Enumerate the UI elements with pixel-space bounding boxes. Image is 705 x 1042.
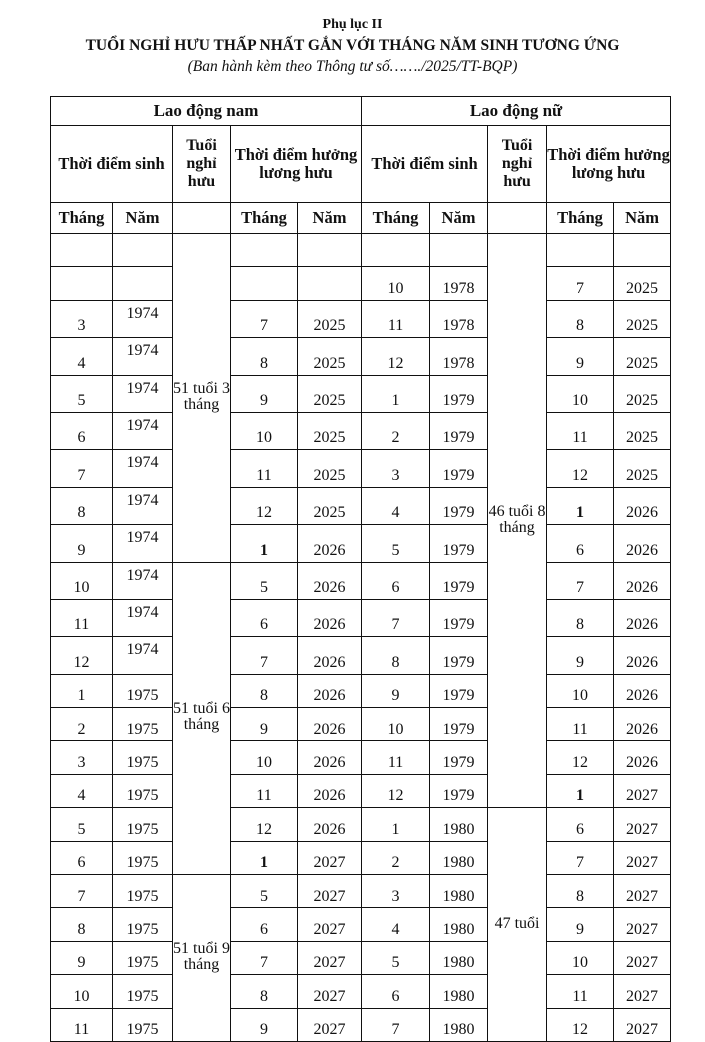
pension-month-cell: 6 — [231, 599, 298, 636]
pension-month-cell: 6 — [547, 808, 614, 841]
birth-month-cell: 4 — [51, 774, 113, 807]
table-row — [51, 562, 671, 599]
birth-year-cell: 1979 — [430, 487, 488, 524]
pension-month-cell: 7 — [231, 941, 298, 974]
birth-month-cell: 1 — [51, 674, 113, 707]
birth-year-cell — [113, 234, 173, 267]
birth-year-cell: 1980 — [430, 808, 488, 841]
pension-month-cell: 8 — [547, 875, 614, 908]
pension-month-cell — [231, 234, 298, 267]
pension-year-cell: 2027 — [298, 908, 362, 941]
birth-month-cell: 5 — [362, 525, 430, 562]
pension-year-cell: 2025 — [614, 338, 671, 375]
birth-year-cell: 1974 — [113, 450, 173, 487]
pension-year-cell: 2026 — [298, 708, 362, 741]
group-header-female: Lao động nữ — [362, 97, 671, 126]
pension-year-cell: 2025 — [614, 300, 671, 337]
birth-year-cell: 1978 — [430, 300, 488, 337]
pension-year-cell: 2027 — [614, 808, 671, 841]
pension-year-cell: 2027 — [614, 875, 671, 908]
birth-month-cell: 6 — [51, 841, 113, 874]
pension-year-cell: 2026 — [614, 741, 671, 774]
col-year: Năm — [430, 203, 488, 234]
birth-month-cell: 2 — [51, 708, 113, 741]
birth-year-cell: 1975 — [113, 808, 173, 841]
pension-month-cell: 8 — [231, 975, 298, 1008]
birth-month-cell: 10 — [51, 562, 113, 599]
header-age-male: Tuổi nghỉ hưu — [173, 126, 231, 203]
pension-year-cell: 2025 — [298, 375, 362, 412]
document-subtitle: (Ban hành kèm theo Thông tư số……./2025/TT-BQP) — [187, 58, 518, 75]
pension-year-cell — [298, 234, 362, 267]
birth-month-cell: 3 — [51, 741, 113, 774]
pension-month-cell: 1 — [547, 774, 614, 807]
table-row — [51, 975, 671, 1008]
pension-year-cell: 2025 — [298, 412, 362, 449]
birth-year-cell: 1980 — [430, 975, 488, 1008]
birth-year-cell: 1975 — [113, 975, 173, 1008]
pension-year-cell: 2025 — [298, 450, 362, 487]
pension-month-cell: 9 — [231, 708, 298, 741]
birth-month-cell: 10 — [51, 975, 113, 1008]
birth-month-cell: 3 — [51, 300, 113, 337]
header-pension-female: Thời điểm hưởng lương hưu — [547, 126, 671, 203]
birth-month-cell: 3 — [362, 875, 430, 908]
appendix-label: Phụ lục II — [322, 17, 383, 32]
birth-month-cell: 1 — [362, 808, 430, 841]
pension-month-cell: 12 — [231, 487, 298, 524]
pension-month-cell: 7 — [547, 562, 614, 599]
pension-year-cell: 2027 — [298, 875, 362, 908]
birth-month-cell: 10 — [362, 708, 430, 741]
birth-year-cell: 1980 — [430, 875, 488, 908]
col-year: Năm — [113, 203, 173, 234]
pension-month-cell: 11 — [547, 412, 614, 449]
birth-month-cell: 9 — [51, 525, 113, 562]
pension-year-cell: 2025 — [614, 450, 671, 487]
birth-month-cell: 2 — [362, 841, 430, 874]
pension-month-cell: 6 — [547, 525, 614, 562]
pension-month-cell: 11 — [231, 774, 298, 807]
pension-year-cell: 2025 — [614, 267, 671, 300]
table-row — [51, 637, 671, 674]
pension-month-cell: 7 — [231, 300, 298, 337]
header-birth-female: Thời điểm sinh — [362, 126, 488, 203]
header-birth-male: Thời điểm sinh — [51, 126, 173, 203]
pension-year-cell: 2026 — [298, 562, 362, 599]
birth-year-cell: 1974 — [113, 412, 173, 449]
birth-month-cell: 12 — [362, 338, 430, 375]
retirement-age-male: 51 tuổi 3 tháng — [173, 234, 231, 563]
birth-year-cell: 1975 — [113, 875, 173, 908]
birth-month-cell: 4 — [362, 487, 430, 524]
birth-month-cell: 8 — [362, 637, 430, 674]
pension-year-cell: 2027 — [298, 841, 362, 874]
birth-month-cell: 9 — [51, 941, 113, 974]
retirement-age-female: 46 tuổi 8 tháng — [488, 234, 547, 808]
pension-month-cell: 11 — [547, 975, 614, 1008]
birth-month-cell — [51, 267, 113, 300]
pension-year-cell: 2025 — [298, 338, 362, 375]
birth-year-cell: 1979 — [430, 674, 488, 707]
birth-month-cell — [51, 234, 113, 267]
birth-month-cell: 2 — [362, 412, 430, 449]
pension-year-cell: 2026 — [298, 525, 362, 562]
pension-month-cell: 5 — [231, 875, 298, 908]
pension-year-cell: 2027 — [614, 908, 671, 941]
retirement-age-table — [50, 96, 671, 1042]
pension-year-cell: 2026 — [298, 674, 362, 707]
birth-month-cell: 4 — [362, 908, 430, 941]
col-year: Năm — [614, 203, 671, 234]
pension-month-cell: 12 — [547, 1008, 614, 1041]
birth-month-cell: 6 — [51, 412, 113, 449]
pension-year-cell: 2027 — [298, 941, 362, 974]
birth-month-cell: 5 — [51, 808, 113, 841]
table-row — [51, 1008, 671, 1041]
birth-month-cell — [362, 234, 430, 267]
pension-month-cell: 8 — [547, 300, 614, 337]
retirement-age-male: 51 tuổi 6 tháng — [173, 562, 231, 875]
pension-month-cell: 7 — [547, 841, 614, 874]
birth-month-cell: 11 — [51, 1008, 113, 1041]
pension-month-cell: 9 — [547, 908, 614, 941]
pension-month-cell: 8 — [547, 599, 614, 636]
table-row — [51, 234, 671, 267]
birth-year-cell: 1979 — [430, 450, 488, 487]
pension-month-cell: 11 — [547, 708, 614, 741]
table-row — [51, 525, 671, 562]
birth-year-cell: 1975 — [113, 708, 173, 741]
pension-year-cell: 2027 — [614, 841, 671, 874]
pension-month-cell: 8 — [231, 338, 298, 375]
pension-year-cell — [614, 234, 671, 267]
birth-year-cell: 1979 — [430, 637, 488, 674]
pension-month-cell: 1 — [231, 525, 298, 562]
pension-year-cell: 2025 — [298, 487, 362, 524]
table-row — [51, 487, 671, 524]
table-row — [51, 808, 671, 841]
birth-year-cell: 1980 — [430, 841, 488, 874]
pension-year-cell: 2026 — [614, 637, 671, 674]
birth-month-cell: 1 — [362, 375, 430, 412]
pension-year-cell: 2026 — [614, 562, 671, 599]
pension-year-cell: 2026 — [298, 599, 362, 636]
table-row — [51, 599, 671, 636]
birth-month-cell: 8 — [51, 487, 113, 524]
table-row — [51, 375, 671, 412]
birth-year-cell: 1975 — [113, 774, 173, 807]
col-month: Tháng — [51, 203, 113, 234]
pension-year-cell: 2026 — [298, 808, 362, 841]
birth-year-cell: 1978 — [430, 267, 488, 300]
birth-year-cell: 1974 — [113, 487, 173, 524]
birth-year-cell: 1974 — [113, 338, 173, 375]
col-month: Tháng — [547, 203, 614, 234]
pension-month-cell: 9 — [231, 375, 298, 412]
pension-month-cell: 12 — [547, 450, 614, 487]
pension-year-cell: 2025 — [298, 300, 362, 337]
birth-year-cell: 1979 — [430, 375, 488, 412]
table-row — [51, 908, 671, 941]
birth-year-cell: 1980 — [430, 908, 488, 941]
birth-month-cell: 8 — [51, 908, 113, 941]
birth-year-cell: 1975 — [113, 841, 173, 874]
birth-month-cell: 5 — [51, 375, 113, 412]
table-row — [51, 841, 671, 874]
pension-month-cell: 7 — [547, 267, 614, 300]
pension-year-cell: 2027 — [614, 774, 671, 807]
table-row — [51, 774, 671, 807]
col-age-blank — [488, 203, 547, 234]
birth-month-cell: 11 — [362, 300, 430, 337]
birth-year-cell: 1974 — [113, 599, 173, 636]
pension-year-cell: 2026 — [298, 741, 362, 774]
table-row — [51, 741, 671, 774]
pension-month-cell: 9 — [231, 1008, 298, 1041]
birth-year-cell: 1979 — [430, 741, 488, 774]
pension-year-cell — [298, 267, 362, 300]
pension-month-cell: 1 — [231, 841, 298, 874]
pension-year-cell: 2026 — [298, 774, 362, 807]
birth-year-cell: 1978 — [430, 338, 488, 375]
birth-year-cell: 1979 — [430, 412, 488, 449]
birth-year-cell: 1974 — [113, 525, 173, 562]
birth-month-cell: 5 — [362, 941, 430, 974]
pension-year-cell: 2025 — [614, 375, 671, 412]
pension-year-cell: 2026 — [614, 674, 671, 707]
birth-month-cell: 7 — [362, 599, 430, 636]
pension-year-cell: 2026 — [614, 599, 671, 636]
pension-month-cell: 6 — [231, 908, 298, 941]
birth-month-cell: 12 — [51, 637, 113, 674]
birth-year-cell: 1975 — [113, 674, 173, 707]
birth-month-cell: 6 — [362, 562, 430, 599]
birth-month-cell: 12 — [362, 774, 430, 807]
birth-year-cell — [430, 234, 488, 267]
birth-year-cell: 1979 — [430, 708, 488, 741]
pension-month-cell: 10 — [231, 741, 298, 774]
retirement-age-female: 47 tuổi — [488, 808, 547, 1042]
birth-year-cell: 1980 — [430, 1008, 488, 1041]
pension-month-cell: 7 — [231, 637, 298, 674]
pension-month-cell: 5 — [231, 562, 298, 599]
pension-year-cell: 2027 — [614, 941, 671, 974]
table-row — [51, 338, 671, 375]
birth-year-cell: 1979 — [430, 599, 488, 636]
pension-month-cell: 10 — [547, 375, 614, 412]
birth-month-cell: 7 — [51, 450, 113, 487]
pension-year-cell: 2026 — [614, 487, 671, 524]
birth-month-cell: 4 — [51, 338, 113, 375]
group-header-male: Lao động nam — [51, 97, 362, 126]
table-row — [51, 708, 671, 741]
pension-month-cell: 12 — [547, 741, 614, 774]
col-month: Tháng — [231, 203, 298, 234]
birth-year-cell: 1980 — [430, 941, 488, 974]
table-row — [51, 267, 671, 300]
birth-year-cell: 1979 — [430, 774, 488, 807]
birth-year-cell — [113, 267, 173, 300]
birth-year-cell: 1974 — [113, 375, 173, 412]
pension-month-cell: 9 — [547, 338, 614, 375]
pension-month-cell: 10 — [547, 941, 614, 974]
pension-month-cell: 1 — [547, 487, 614, 524]
birth-year-cell: 1974 — [113, 562, 173, 599]
pension-year-cell: 2026 — [614, 525, 671, 562]
birth-year-cell: 1979 — [430, 525, 488, 562]
pension-month-cell: 11 — [231, 450, 298, 487]
table-row — [51, 674, 671, 707]
pension-month-cell — [547, 234, 614, 267]
pension-year-cell: 2027 — [298, 1008, 362, 1041]
birth-month-cell: 7 — [362, 1008, 430, 1041]
birth-year-cell: 1975 — [113, 941, 173, 974]
birth-year-cell: 1974 — [113, 637, 173, 674]
document-title: TUỔI NGHỈ HƯU THẤP NHẤT GẮN VỚI THÁNG NĂM SINH TƯƠNG ỨNG — [85, 37, 620, 54]
birth-month-cell: 11 — [51, 599, 113, 636]
header-pension-male: Thời điểm hưởng lương hưu — [231, 126, 362, 203]
birth-month-cell: 9 — [362, 674, 430, 707]
birth-month-cell: 3 — [362, 450, 430, 487]
pension-month-cell: 8 — [231, 674, 298, 707]
table-row — [51, 412, 671, 449]
pension-year-cell: 2027 — [614, 1008, 671, 1041]
pension-year-cell: 2027 — [614, 975, 671, 1008]
birth-year-cell: 1975 — [113, 741, 173, 774]
header-age-female: Tuổi nghỉ hưu — [488, 126, 547, 203]
birth-month-cell: 10 — [362, 267, 430, 300]
retirement-age-male: 51 tuổi 9 tháng — [173, 875, 231, 1042]
pension-month-cell — [231, 267, 298, 300]
table-row — [51, 941, 671, 974]
col-age-blank — [173, 203, 231, 234]
birth-year-cell: 1979 — [430, 562, 488, 599]
birth-month-cell: 7 — [51, 875, 113, 908]
pension-year-cell: 2026 — [614, 708, 671, 741]
pension-year-cell: 2025 — [614, 412, 671, 449]
birth-year-cell: 1974 — [113, 300, 173, 337]
birth-month-cell: 6 — [362, 975, 430, 1008]
pension-month-cell: 10 — [231, 412, 298, 449]
pension-month-cell: 9 — [547, 637, 614, 674]
pension-month-cell: 12 — [231, 808, 298, 841]
col-year: Năm — [298, 203, 362, 234]
birth-year-cell: 1975 — [113, 908, 173, 941]
table-row — [51, 300, 671, 337]
birth-month-cell: 11 — [362, 741, 430, 774]
birth-year-cell: 1975 — [113, 1008, 173, 1041]
pension-year-cell: 2027 — [298, 975, 362, 1008]
table-row — [51, 875, 671, 908]
col-month: Tháng — [362, 203, 430, 234]
pension-year-cell: 2026 — [298, 637, 362, 674]
pension-month-cell: 10 — [547, 674, 614, 707]
table-row — [51, 450, 671, 487]
